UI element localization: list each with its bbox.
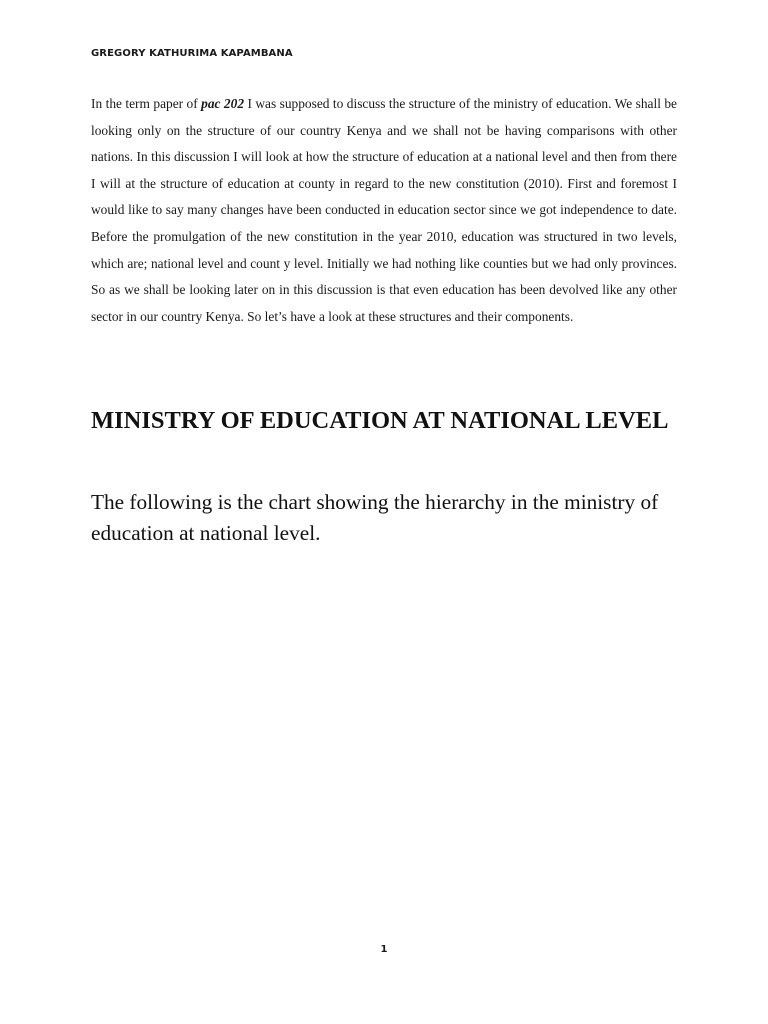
intro-text-rest: I was supposed to discuss the structure of the ministry of education. We shall be looking only on the structure of our country Kenya and we shall not be having comparisons with other nations. In this discussion I will look at how the structure of education at a national level and then from there I will at the structure of education at county in regard to the new constitution (2010). First and foremost I would like to say many changes have been conducted in education sector since we got independence to date. Before the promulgation of the new constitution in the year 2010, education was structured in two levels, which are; national level and count y level. Initially we had nothing like counties but we had only provinces. So as we shall be looking later on in this discussion is that even education has been devolved like any other sector in our country Kenya. So let’s have a look at these structures and their components. (91, 96, 677, 324)
intro-text-start: In the term paper of (91, 96, 202, 111)
page-number: 1 (380, 944, 388, 955)
intro-paragraph (91, 91, 677, 330)
author-header: GREGORY KATHURIMA KAPAMBANA (91, 48, 293, 59)
course-code-emphasis: pac 202 (201, 96, 245, 111)
section-heading: MINISTRY OF EDUCATION AT NATIONAL LEVEL (91, 407, 669, 434)
section-lead-text: The following is the chart showing the hierarchy in the ministry of education at national level. (91, 490, 659, 545)
blank-chart-area (91, 560, 677, 920)
